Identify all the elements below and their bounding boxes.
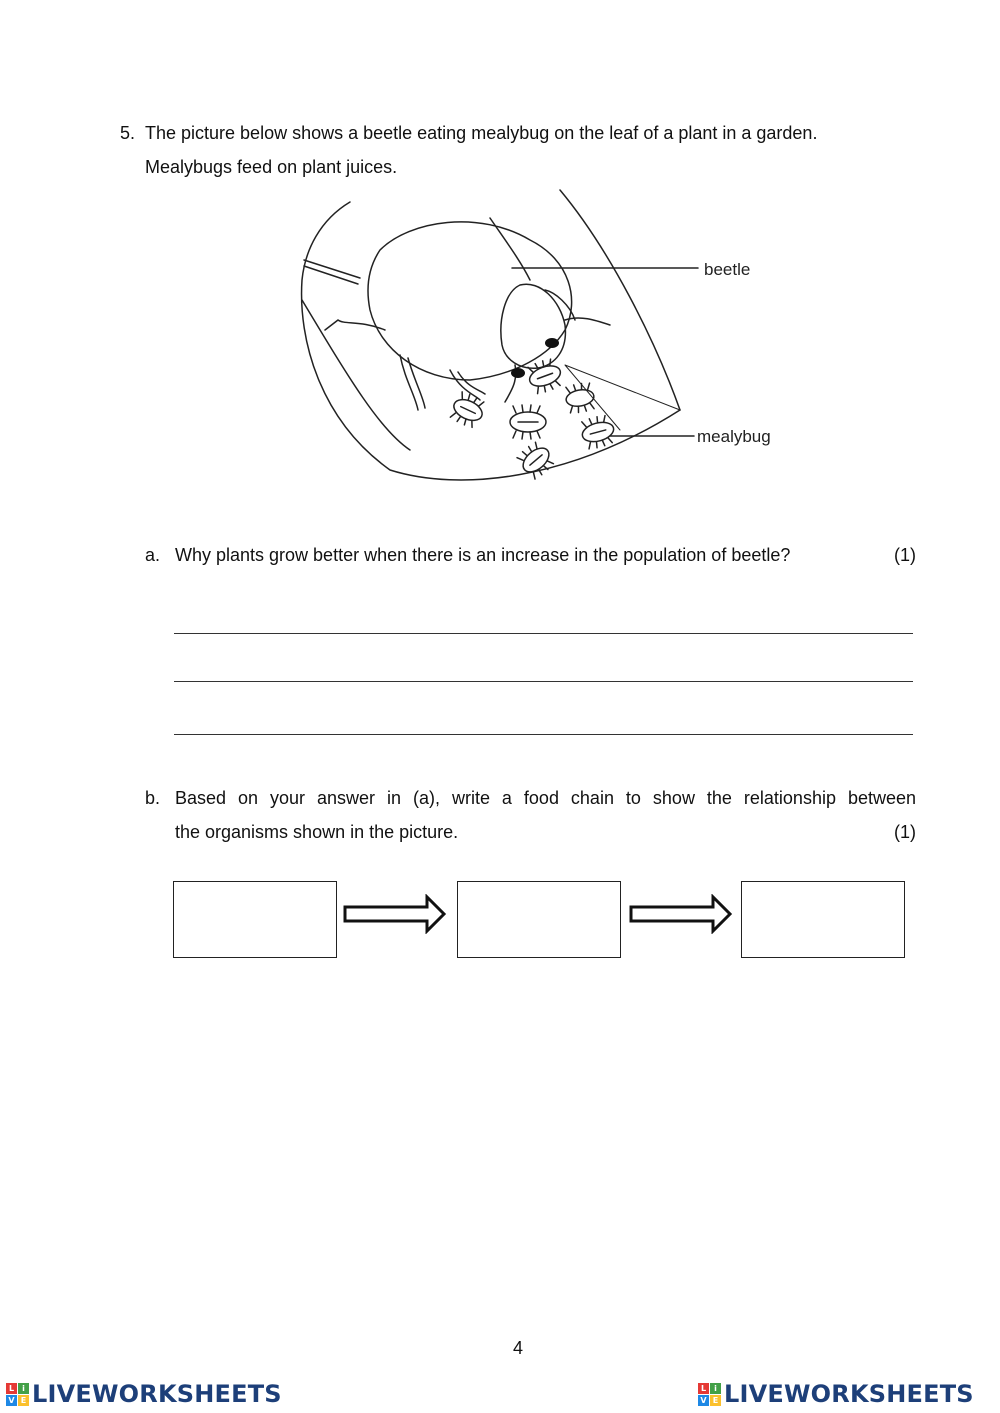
part-b-line-2: the organisms shown in the picture. (175, 822, 459, 842)
beetle-antenna (565, 318, 610, 325)
part-b-marks: (1) (894, 822, 916, 842)
leaf-outline (302, 202, 680, 480)
mealybug-4 (564, 382, 596, 414)
liveworksheets-brand: LIVEWORKSHEETS (32, 1380, 282, 1408)
right-arrow-icon (629, 894, 733, 934)
answer-line-1[interactable] (174, 633, 913, 634)
food-chain-box-3[interactable] (741, 881, 905, 958)
label-mealybug: mealybug (697, 427, 771, 446)
part-a-letter: a. (145, 545, 161, 565)
right-arrow-icon (343, 894, 447, 934)
liveworksheets-logo-left (6, 1379, 282, 1409)
mealybug-1 (525, 356, 565, 395)
food-chain-box-1[interactable] (173, 881, 337, 958)
question-line-1: The picture below shows a beetle eating mealybug on the leaf of a plant in a garden. (145, 123, 818, 143)
part-a-question: Why plants grow better when there is an increase in the population of beetle? (175, 545, 791, 565)
question-line-2: Mealybugs feed on plant juices. (145, 157, 398, 177)
page-number: 4 (512, 1338, 523, 1358)
part-b-line-1: Based on your answer in (a), write a food chain to show the relationship between (175, 788, 916, 808)
leaf-vein (304, 260, 360, 284)
food-chain-box-2[interactable] (457, 881, 621, 958)
question-text (145, 116, 916, 184)
liveworksheets-brand: LIVEWORKSHEETS (724, 1380, 974, 1408)
question-number: 5. (120, 123, 136, 143)
beetle-shell-seam (490, 218, 530, 280)
beetle-eye-2 (511, 368, 525, 378)
beetle-leg-3 (450, 370, 485, 400)
label-beetle: beetle (704, 260, 751, 279)
answer-line-3[interactable] (174, 734, 913, 735)
beetle-head (501, 284, 566, 368)
beetle-eye-1 (545, 338, 559, 348)
liveworksheets-tiles-icon: L i V E (6, 1383, 29, 1406)
beetle-leg-2 (400, 355, 425, 410)
answer-line-2[interactable] (174, 681, 913, 682)
leaf-fold (302, 300, 410, 450)
mealybug-3 (510, 405, 546, 439)
beetle-shell (368, 222, 572, 380)
beetle-mealybug-figure (290, 180, 790, 500)
liveworksheets-tiles-icon: L i V E (698, 1383, 721, 1406)
part-b-letter: b. (145, 788, 161, 808)
mealybug-5 (579, 413, 618, 450)
part-a-marks: (1) (894, 545, 916, 565)
mealybug-2 (448, 390, 488, 430)
liveworksheets-logo-right (698, 1379, 974, 1409)
leaf-edge-right (560, 190, 680, 410)
